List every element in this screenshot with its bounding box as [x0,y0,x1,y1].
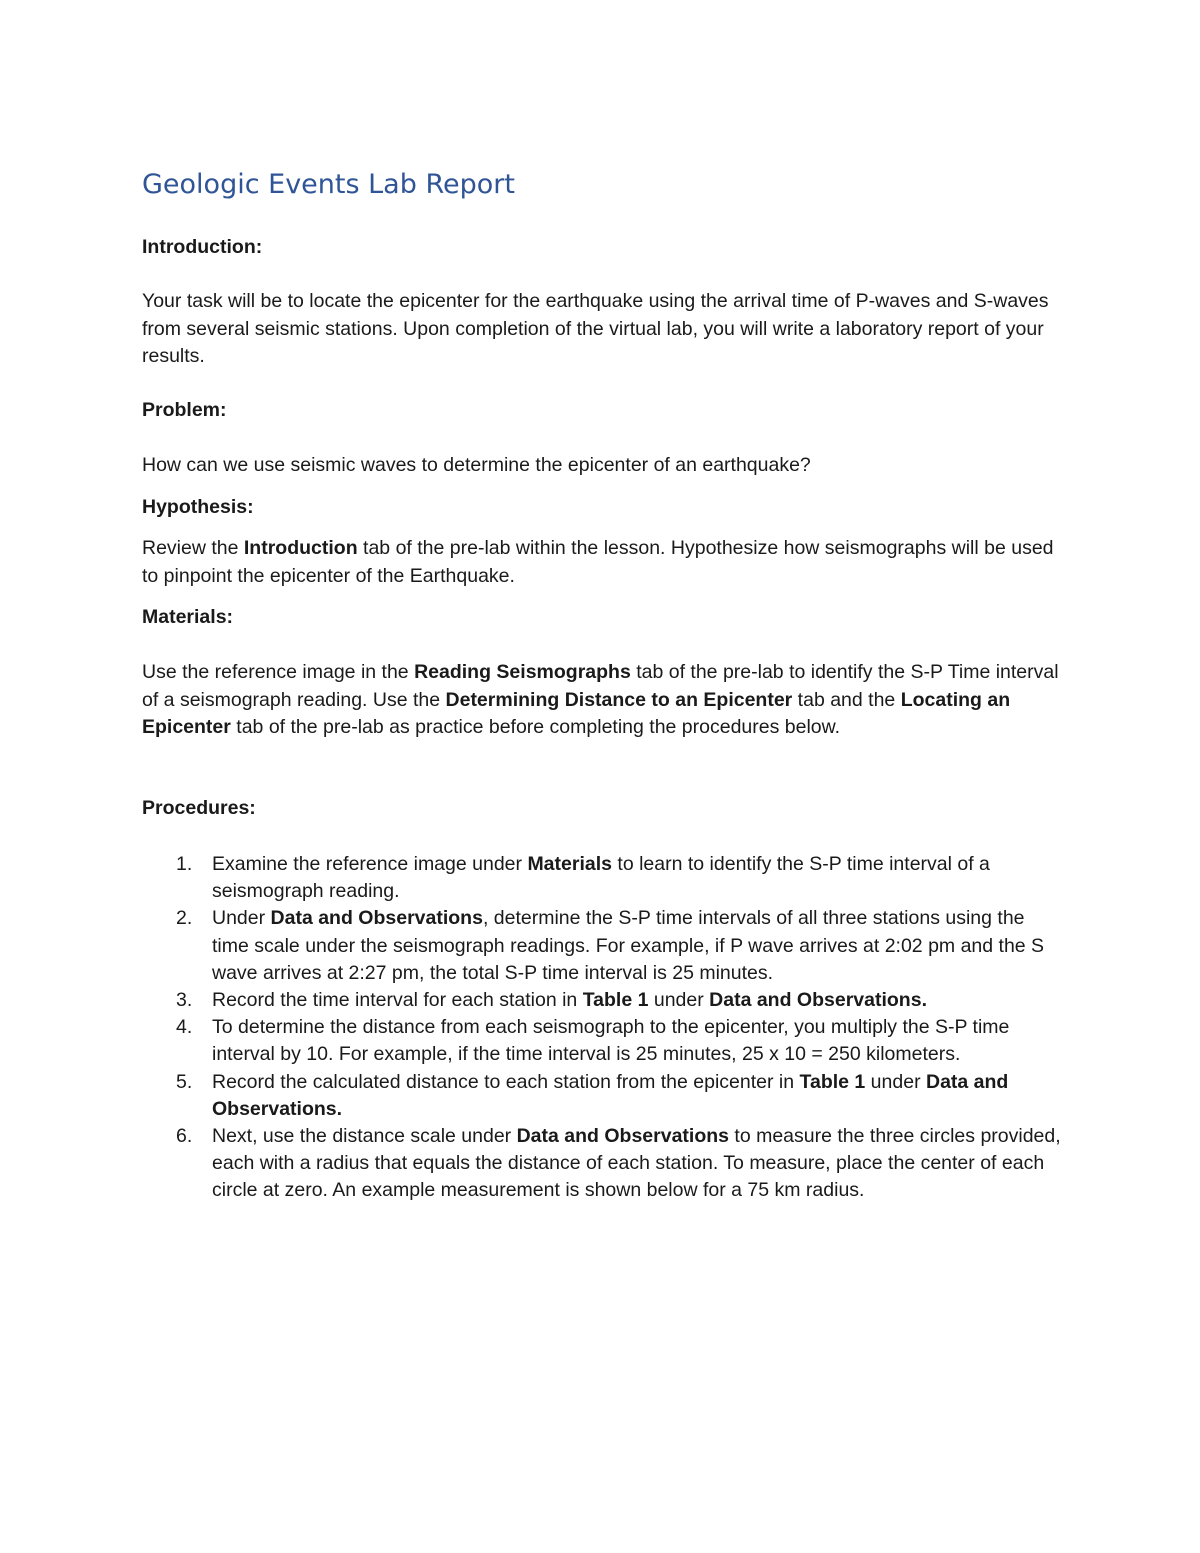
introduction-heading: Introduction: [142,236,263,258]
materials-text: Use the reference image in the Reading Seismographs tab of the pre-lab to identify the S-P Time interval of a seismograph reading. Use the Determining Distance to an Epicenter tab and the Locating an Epicenter tab of the pre-lab as practice before completing the procedures below. [142,661,1059,738]
list-item: 5. Record the calculated distance to each station from the epicenter in Table 1 under Data and Observations. [176,1070,1009,1120]
hypothesis-bold-term: Introduction [243,537,358,559]
problem-text: How can we use seismic waves to determine the epicenter of an earthquake? [142,454,811,476]
list-item: 3. Record the time interval for each station in Table 1 under Data and Observations. [176,989,927,1012]
materials-heading: Materials: [142,606,234,628]
problem-heading: Problem: [142,399,227,421]
list-item: 4. To determine the distance from each seismograph to the epicenter, you multiply the S-P time interval by 10. For example, if the time interval is 25 minutes, 25 x 10 = 250 kilometers. [176,1016,1010,1066]
procedures-heading: Procedures: [142,797,256,819]
list-item: 6. Next, use the distance scale under Data and Observations to measure the three circles provided, each with a radius that equals the distance of each station. To measure, place the center of each circle at zero. An example measurement is shown below for a 75 km radius. [176,1125,1061,1202]
procedures-list [142,851,1062,1205]
list-item: 1. Examine the reference image under Materials to learn to identify the S-P time interval of a seismograph reading. [176,853,990,903]
document-title: Geologic Events Lab Report [142,169,515,200]
introduction-text: Your task will be to locate the epicenter for the earthquake using the arrival time of P-waves and S-waves from several seismic stations. Upon completion of the virtual lab, you will write a laboratory report of your results. [142,290,1049,367]
hypothesis-heading: Hypothesis: [142,496,254,518]
list-item: 2. Under Data and Observations, determine the S-P time intervals of all three stations using the time scale under the seismograph readings. For example, if P wave arrives at 2:02 pm and the S wave arrives at 2:27 pm, the total S-P time interval is 25 minutes. [176,907,1045,984]
hypothesis-text: Review the Introduction tab of the pre-lab within the lesson. Hypothesize how seismographs will be used to pinpoint the epicenter of the Earthquake. [142,537,1054,587]
